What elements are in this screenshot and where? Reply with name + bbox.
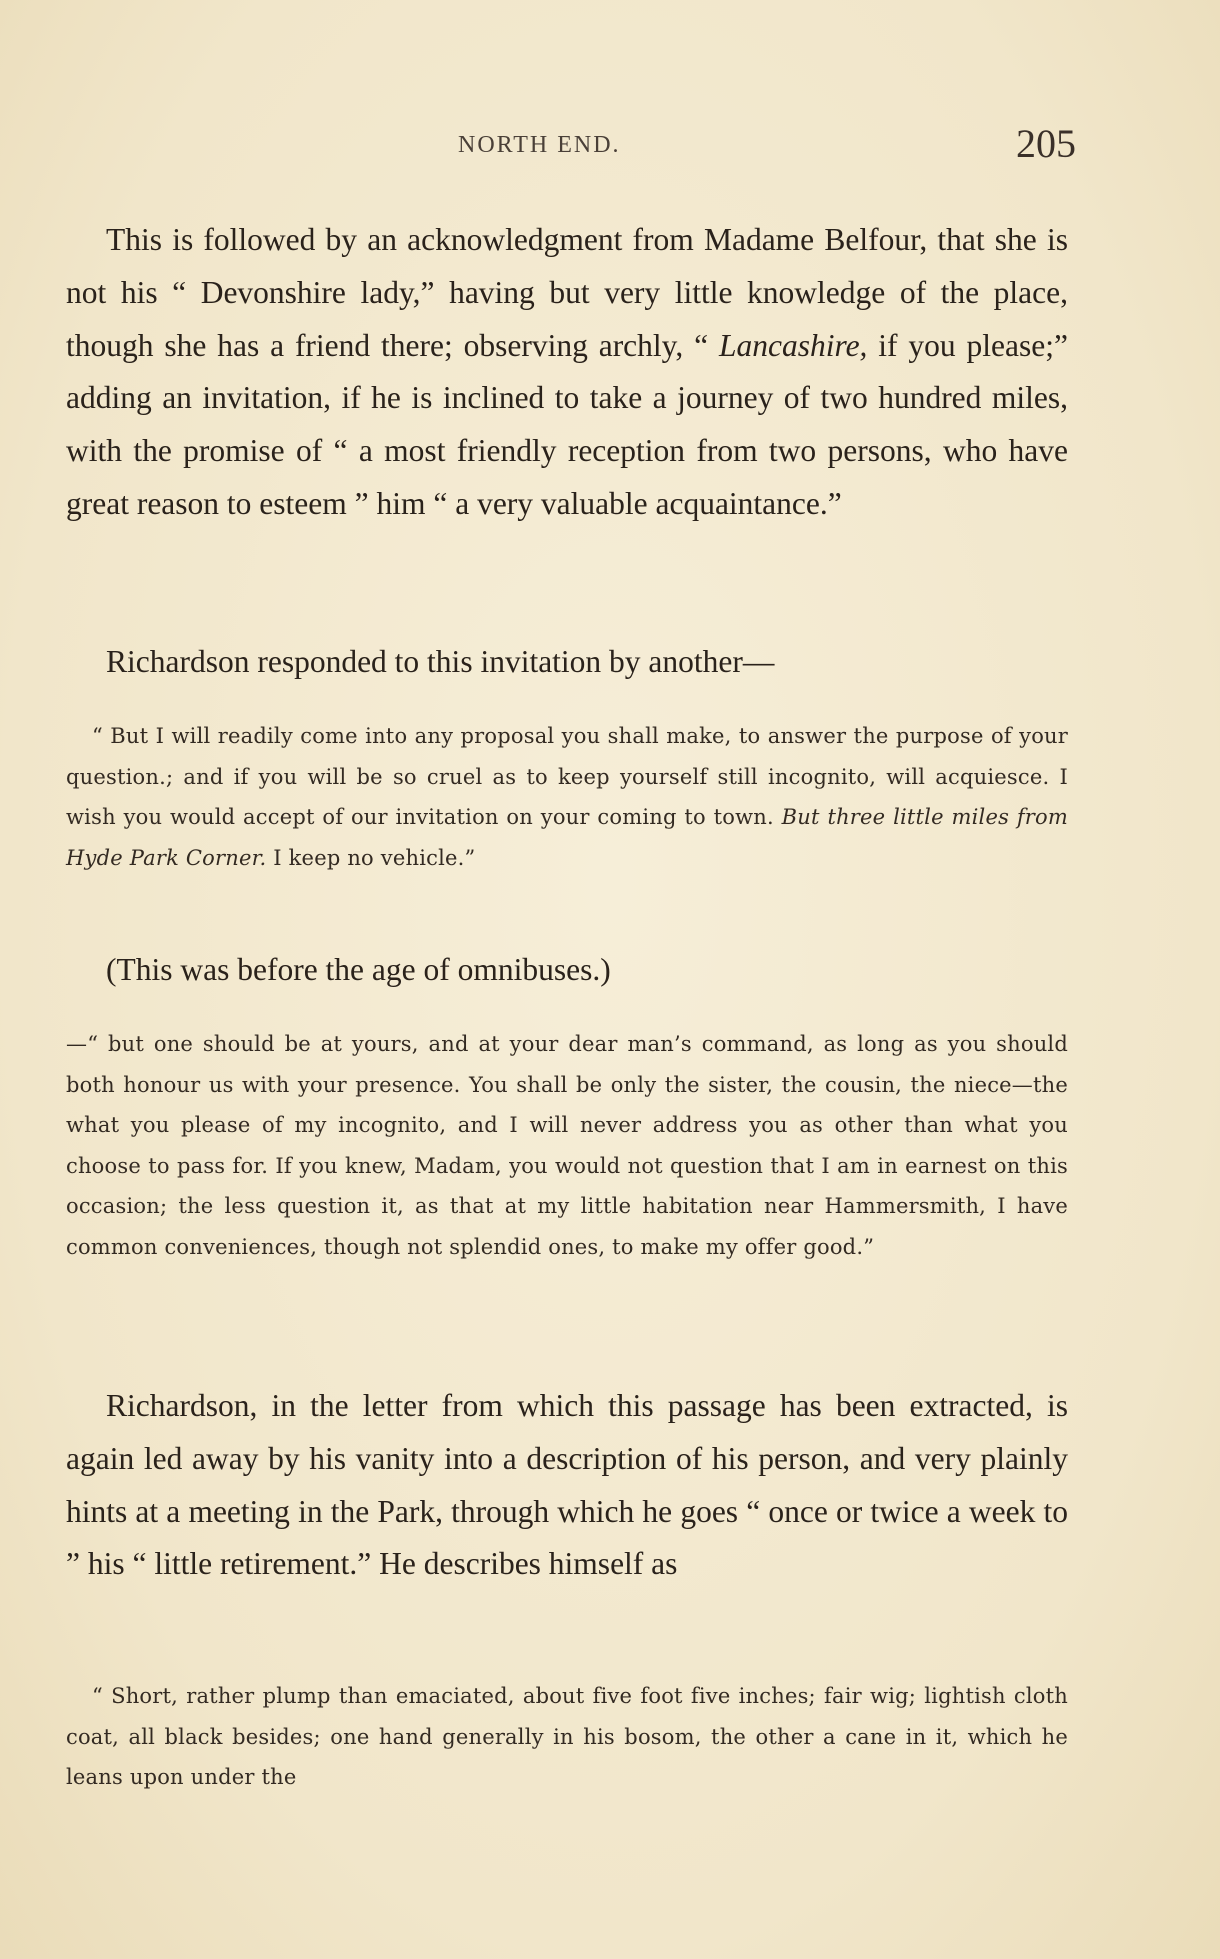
paragraph-segment: This is followed by an acknowledgment from Madame Belfour, that she is not his “ Devonshire lady,” having but very little knowledge of the place, though she has a friend there; observing archly, “ bbox=[66, 222, 1068, 363]
page-header bbox=[68, 118, 1076, 168]
quote-text: —“ but one should be at yours, and at your dear man’s command, as long as you should both honour us with your presence. You shall be only the sister, the cousin, the niece—the what you please of my incognito, and I will never address you as other than what you choose to pass for. If you knew, Madam, you would not question that I am in earnest on this occasion; the less question it, as that at my little habitation near Hammersmith, I have common conveniences, though not splendid ones, to make my offer good.” bbox=[66, 1032, 1068, 1259]
running-head: NORTH END. bbox=[458, 132, 621, 158]
paragraph-text: Richardson responded to this invitation by another— bbox=[106, 644, 775, 679]
paragraph-text: Richardson, in the letter from which this passage has been extracted, is again led away by his vanity into a description of his person, and very plainly hints at a meeting in the Park, through which he goes “ once or twice a week to ” his “ little retirement.” He describes himself as bbox=[66, 1388, 1068, 1582]
quote-segment: “ But I will readily come into any proposal you shall make, to answer the purpose of your question.; and if you will be so cruel as to keep yourself still incognito, will acquiesce. I wish you would accept of our invitation on your coming to town. bbox=[66, 724, 1068, 829]
paragraph-1 bbox=[66, 214, 1068, 531]
quote-text bbox=[66, 716, 1068, 878]
quote-segment: I keep no vehicle.” bbox=[266, 845, 476, 870]
italic-text: Lancashire, bbox=[718, 327, 868, 363]
paragraph-3 bbox=[66, 944, 1068, 997]
italic-text: But three little miles from Hyde Park Corner. bbox=[66, 805, 1068, 870]
block-quote-3 bbox=[66, 1676, 1068, 1798]
paragraph-segment: if you please;” adding an invitation, if he is inclined to take a journey of two hundred miles, with the promise of “ a most friendly reception from two persons, who have great reason to esteem ” him “ a very valuable acquaintance.” bbox=[66, 327, 1068, 521]
paragraph-2 bbox=[66, 636, 1068, 689]
paragraph-4 bbox=[66, 1380, 1068, 1591]
page-number: 205 bbox=[1016, 121, 1076, 166]
paragraph-text: (This was before the age of omnibuses.) bbox=[106, 952, 611, 987]
block-quote-1 bbox=[66, 716, 1068, 878]
quote-text: “ Short, rather plump than emaciated, about five foot five inches; fair wig; lightish cloth coat, all black besides; one hand generally in his bosom, the other a cane in it, which he leans upon under the bbox=[66, 1684, 1068, 1789]
paragraph-text bbox=[66, 214, 1068, 531]
block-quote-2 bbox=[66, 1024, 1068, 1267]
